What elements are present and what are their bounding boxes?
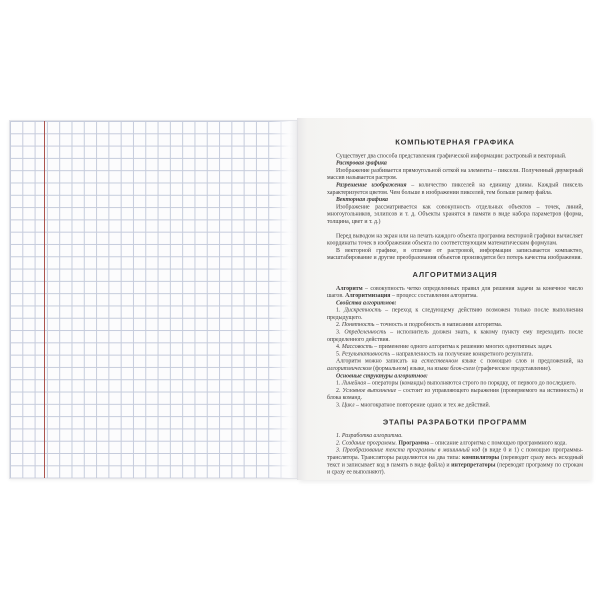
text-run: 1. xyxy=(336,379,342,387)
text-run: Условное выполнение xyxy=(342,386,397,394)
text-run: компиляторы xyxy=(462,453,500,461)
text-run: Линейная xyxy=(341,379,366,387)
text-run: языке с помощью слов и предложений, на xyxy=(457,357,583,365)
paragraph xyxy=(327,284,583,299)
text-run: Перед выводом на экран или на печать каждого объекта программа векторной графики вычисляет координаты точек в изображении объекта по соответствующим математическим формулам. xyxy=(327,231,583,247)
paragraph xyxy=(327,432,583,439)
text-run: Определенность xyxy=(344,328,387,336)
paragraph xyxy=(327,357,583,372)
paragraph xyxy=(327,350,583,357)
text-run: Разрешение изображения xyxy=(336,180,407,188)
paragraph xyxy=(327,232,583,247)
text-run: – количество пикселей на единицу длины. Каждый пиксель характеризуется цветом. Чем больше в изображении пикселей, тем больше размер файла. xyxy=(327,180,584,196)
text-run: Понятность xyxy=(341,320,375,328)
text-run: – исполнитель должен знать, к какому пункту ему переходить после определенного действия. xyxy=(327,328,583,343)
text-run: блок-схем xyxy=(450,364,475,372)
text-run: – процесс составления алгоритма. xyxy=(390,291,478,299)
text-run: Алгоритмизация xyxy=(345,291,391,299)
text-run: (переводят программу по строкам и сразу ее выполняют). xyxy=(327,460,583,476)
red-margin-line xyxy=(44,121,45,478)
grid-page-gutter-fade xyxy=(271,121,297,478)
grid-page xyxy=(9,120,298,479)
paragraph xyxy=(327,159,583,166)
text-run: 4. xyxy=(336,342,342,350)
paragraph xyxy=(327,343,583,350)
text-run: (переводит сразу весь исходный текст и записывает код в память в виде файла) и xyxy=(327,453,584,468)
text-run: 1. xyxy=(336,306,345,314)
text-run: Растровая графика xyxy=(336,159,387,167)
text-run: 3. xyxy=(336,328,345,336)
text-run: Алгоритм xyxy=(336,284,363,292)
text-run: Результативность xyxy=(341,349,391,357)
paragraph xyxy=(327,321,583,328)
section-heading: КОМПЬЮТЕРНАЯ ГРАФИКА xyxy=(395,138,515,147)
section-heading: ЭТАПЫ РАЗРАБОТКИ ПРОГРАММ xyxy=(382,417,528,427)
text-run: (графическое представление). xyxy=(474,364,552,372)
paragraph xyxy=(327,386,583,401)
paragraph xyxy=(327,152,583,159)
text-run: – операторы (команды) выполняются строго по порядку, от первого до последнего. xyxy=(365,379,577,387)
text-run: – направленность на получение конкретного результата. xyxy=(390,349,534,357)
text-run: – многократное повторение одних и тех же действий. xyxy=(354,401,491,408)
paragraph xyxy=(327,446,583,475)
text-run: – состоит из управляющего выражения (проверяемого на истинность) и блока команд. xyxy=(327,386,583,401)
paragraph xyxy=(327,439,583,446)
text-run: алгоритмическом xyxy=(327,364,372,372)
text-run: Основные структуры алгоритмов: xyxy=(336,371,428,379)
section-heading: АЛГОРИТМИЗАЦИЯ xyxy=(412,270,498,279)
paragraph xyxy=(327,401,583,408)
paragraph xyxy=(327,379,583,386)
text-run: 2. xyxy=(336,386,343,394)
paragraph xyxy=(327,306,583,321)
text-run: Цикл xyxy=(341,401,355,408)
text-run: – описание алгоритма с помощью программного кода. xyxy=(429,438,567,446)
text-run: В векторной графике, в отличие от растровой, информация записывается компактно, масштабирование и другие преобразования объектов производятся без потерь качества изображения. xyxy=(327,246,583,261)
text-run: (в виде 0 и 1) с помощью программы-транслятора. Трансляторы разделяются на два типа: xyxy=(327,446,583,461)
paragraph xyxy=(327,166,583,181)
paragraph xyxy=(327,203,583,225)
text-run: Дискретность xyxy=(344,306,382,314)
paragraph xyxy=(327,196,583,203)
printed-reference-page xyxy=(298,118,591,480)
paragraph xyxy=(327,299,583,306)
paragraph xyxy=(327,372,583,379)
paragraph xyxy=(327,246,583,261)
text-run: – совокупность четко определенных правил для решения задачи за конечное число шагов. xyxy=(327,284,583,299)
paragraph xyxy=(327,181,583,196)
text-run: 5. xyxy=(336,349,342,357)
text-run: 3. xyxy=(336,401,342,408)
text-run: (формальном) языке, на языке xyxy=(371,364,451,372)
text-run: – точность и подробность в написании алгоритма. xyxy=(374,320,503,328)
text-run: Программа xyxy=(398,438,430,446)
text-run: Свойства алгоритмов: xyxy=(336,298,397,306)
text-run: Изображение рассматривается как совокупность отдельных объектов – точек, линий, многоугольников, эллипсов и т. д. Объекты хранятся в памяти в виде набора параметров (форма, толщина, цвет и т. д.) xyxy=(327,202,583,225)
text-run: – применение одного алгоритма к решению многих однотипных задач. xyxy=(372,342,553,350)
reference-text xyxy=(327,139,583,475)
text-run: Массовость xyxy=(341,342,373,350)
text-run: 3. Преобразование текста программы в машинный код xyxy=(336,446,481,454)
text-run: Алгоритм можно записать на xyxy=(336,357,422,365)
text-run: Изображение разбивается прямоугольной сеткой на элементы – пиксели. Полученный двумерный массив называется растром. xyxy=(327,166,583,181)
paragraph xyxy=(327,328,583,343)
text-run: интерпретаторы xyxy=(451,460,496,468)
text-run: Существует два способа представления графической информации: растровый и векторный. xyxy=(336,151,567,159)
text-run: – переход к следующему действию возможен только после выполнения предыдущего. xyxy=(327,306,584,321)
text-run: естественном xyxy=(421,357,458,365)
text-run: 1. Разработка алгоритма. xyxy=(336,431,403,439)
text-run: Векторная графика xyxy=(336,195,388,203)
text-run: 2. Создание программы. xyxy=(336,438,399,446)
text-run: 2. xyxy=(336,320,342,328)
